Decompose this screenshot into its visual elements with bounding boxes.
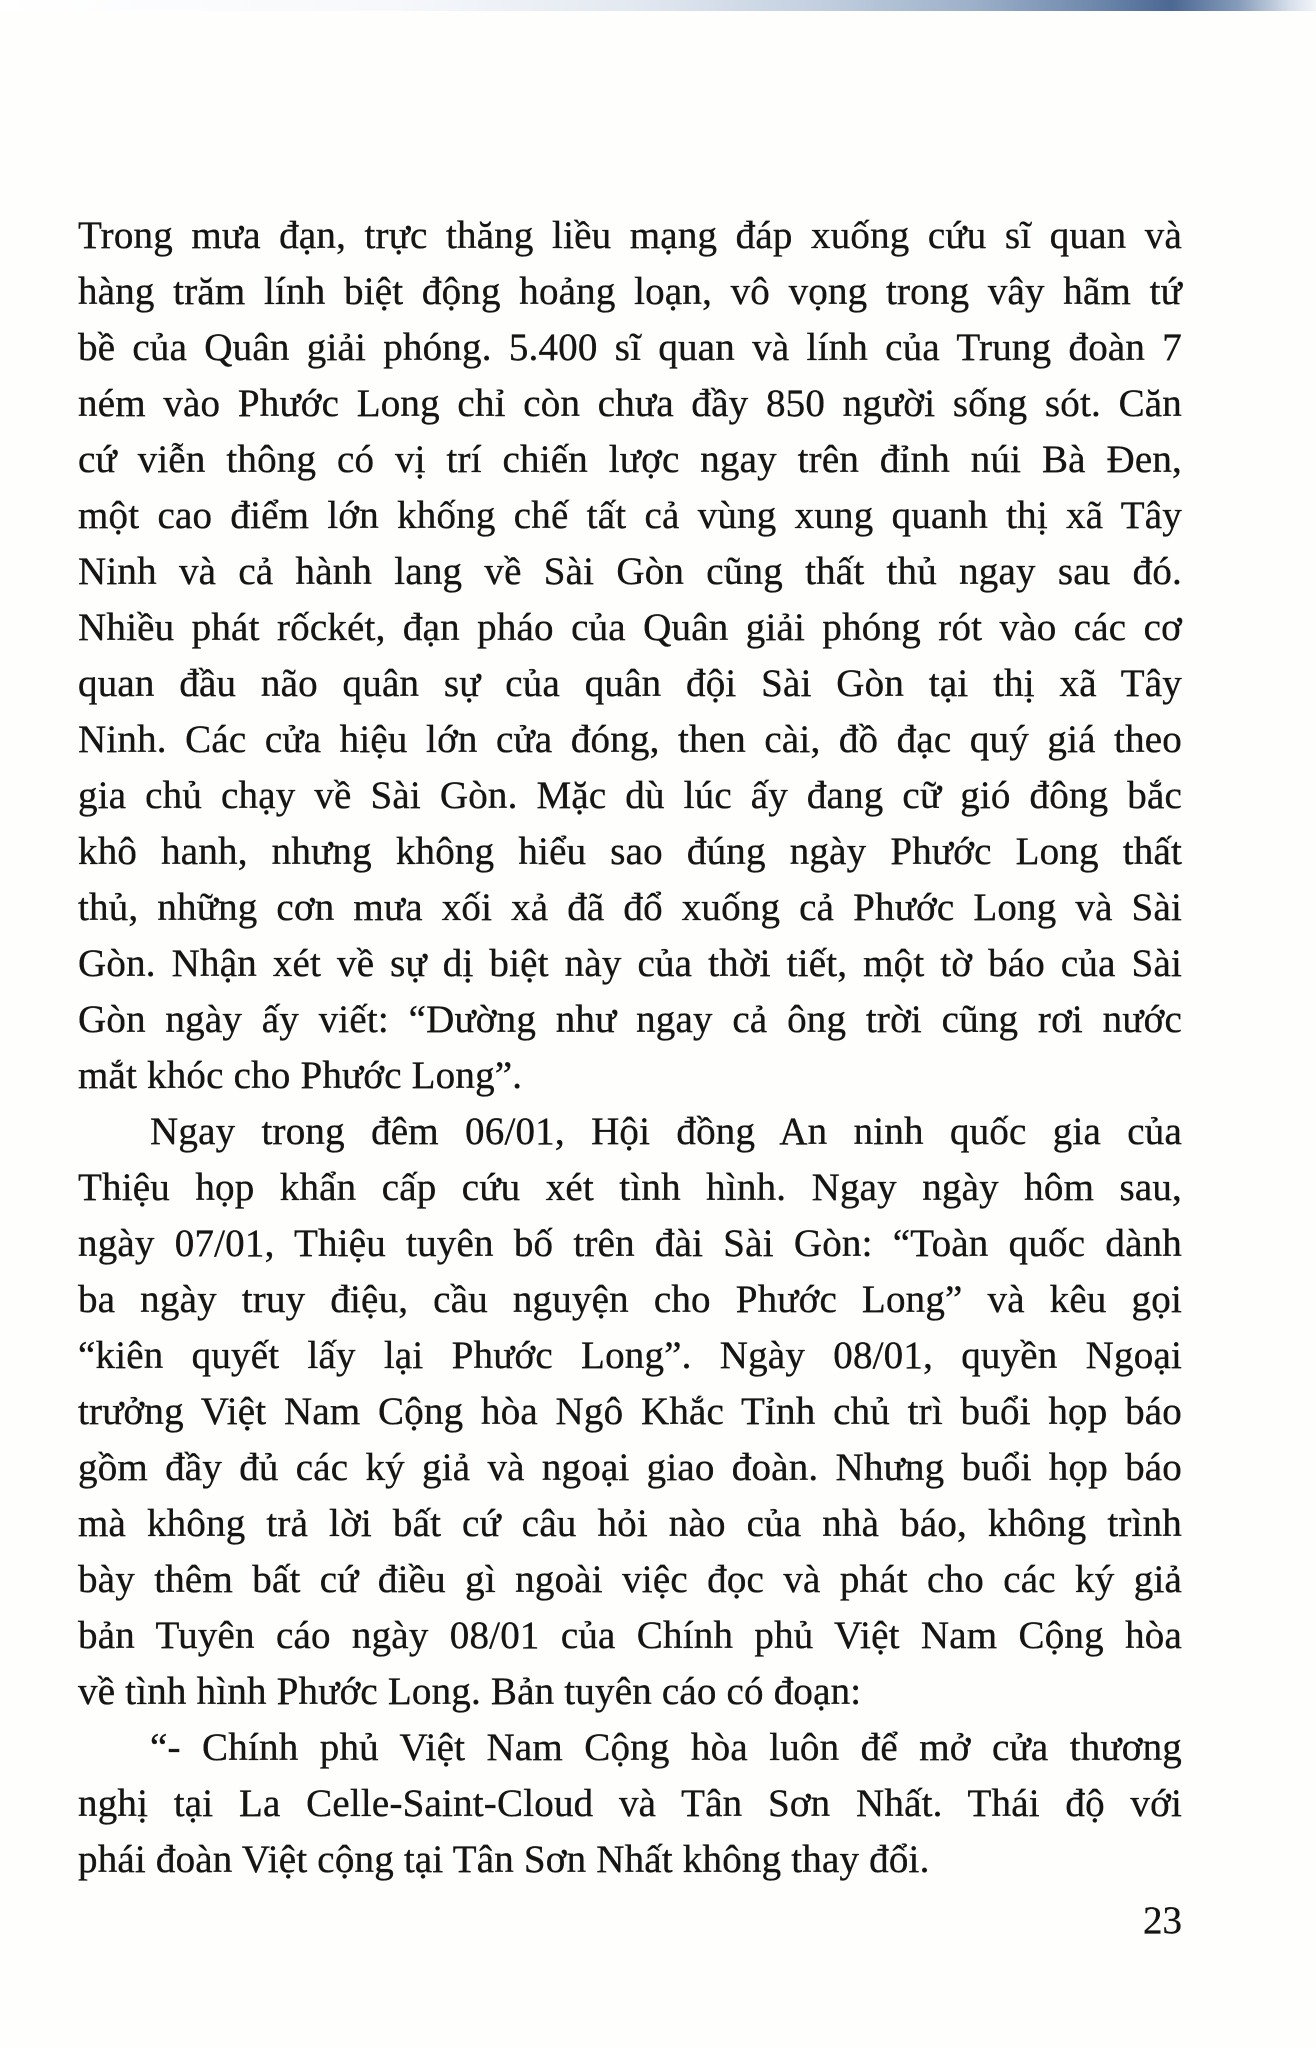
text-line: trưởng Việt Nam Cộng hòa Ngô Khắc Tỉnh chủ trì buổi họp báo bbox=[78, 1390, 1182, 1433]
text-line: phái đoàn Việt cộng tại Tân Sơn Nhất không thay đổi. bbox=[78, 1838, 930, 1881]
paragraph bbox=[78, 208, 1182, 1104]
text-line: thủ, những cơn mưa xối xả đã đổ xuống cả Phước Long và Sài bbox=[78, 886, 1182, 929]
text-line: gồm đầy đủ các ký giả và ngoại giao đoàn. Nhưng buổi họp báo bbox=[78, 1446, 1182, 1489]
text-line: Ninh và cả hành lang về Sài Gòn cũng thất thủ ngay sau đó. bbox=[78, 550, 1182, 593]
text-line: Thiệu họp khẩn cấp cứu xét tình hình. Ngay ngày hôm sau, bbox=[78, 1166, 1182, 1209]
text-line: “- Chính phủ Việt Nam Cộng hòa luôn để mở cửa thương bbox=[150, 1726, 1182, 1769]
paragraph bbox=[78, 1104, 1182, 1720]
text-line: mắt khóc cho Phước Long”. bbox=[78, 1054, 523, 1097]
text-line: bản Tuyên cáo ngày 08/01 của Chính phủ Việt Nam Cộng hòa bbox=[78, 1614, 1182, 1657]
text-line: gia chủ chạy về Sài Gòn. Mặc dù lúc ấy đang cữ gió đông bắc bbox=[78, 774, 1182, 817]
text-line: Gòn ngày ấy viết: “Dường như ngay cả ông trời cũng rơi nước bbox=[78, 998, 1182, 1041]
text-line: Nhiều phát rốckét, đạn pháo của Quân giải phóng rót vào các cơ bbox=[78, 606, 1182, 649]
text-block bbox=[78, 208, 1182, 1888]
text-line: ba ngày truy điệu, cầu nguyện cho Phước Long” và kêu gọi bbox=[78, 1278, 1182, 1321]
text-line: mà không trả lời bất cứ câu hỏi nào của nhà báo, không trình bbox=[78, 1502, 1182, 1545]
text-line: nghị tại La Celle-Saint-Cloud và Tân Sơn Nhất. Thái độ với bbox=[78, 1782, 1182, 1825]
text-line: Trong mưa đạn, trực thăng liều mạng đáp xuống cứu sĩ quan và bbox=[78, 214, 1182, 257]
text-line: khô hanh, nhưng không hiểu sao đúng ngày Phước Long thất bbox=[78, 830, 1182, 873]
scan-edge-artifact bbox=[0, 0, 1316, 11]
text-line: Gòn. Nhận xét về sự dị biệt này của thời tiết, một tờ báo của Sài bbox=[78, 942, 1182, 985]
text-line: Ngay trong đêm 06/01, Hội đồng An ninh quốc gia của bbox=[150, 1110, 1182, 1153]
text-line: bề của Quân giải phóng. 5.400 sĩ quan và lính của Trung đoàn 7 bbox=[78, 326, 1182, 369]
text-line: cứ viễn thông có vị trí chiến lược ngay trên đỉnh núi Bà Đen, bbox=[78, 438, 1182, 481]
paragraph bbox=[78, 1720, 1182, 1888]
text-line: ném vào Phước Long chỉ còn chưa đầy 850 người sống sót. Căn bbox=[78, 382, 1182, 425]
text-line: bày thêm bất cứ điều gì ngoài việc đọc và phát cho các ký giả bbox=[78, 1558, 1182, 1601]
text-line: một cao điểm lớn khống chế tất cả vùng xung quanh thị xã Tây bbox=[78, 494, 1182, 537]
text-line: “kiên quyết lấy lại Phước Long”. Ngày 08/01, quyền Ngoại bbox=[78, 1334, 1182, 1377]
text-line: Ninh. Các cửa hiệu lớn cửa đóng, then cài, đồ đạc quý giá theo bbox=[78, 718, 1182, 761]
text-line: ngày 07/01, Thiệu tuyên bố trên đài Sài Gòn: “Toàn quốc dành bbox=[78, 1222, 1182, 1265]
text-line: hàng trăm lính biệt động hoảng loạn, vô vọng trong vây hãm tứ bbox=[78, 270, 1182, 313]
text-line: về tình hình Phước Long. Bản tuyên cáo có đoạn: bbox=[78, 1670, 862, 1713]
text-line: quan đầu não quân sự của quân đội Sài Gòn tại thị xã Tây bbox=[78, 662, 1182, 705]
page-number: 23 bbox=[1143, 1899, 1182, 1942]
